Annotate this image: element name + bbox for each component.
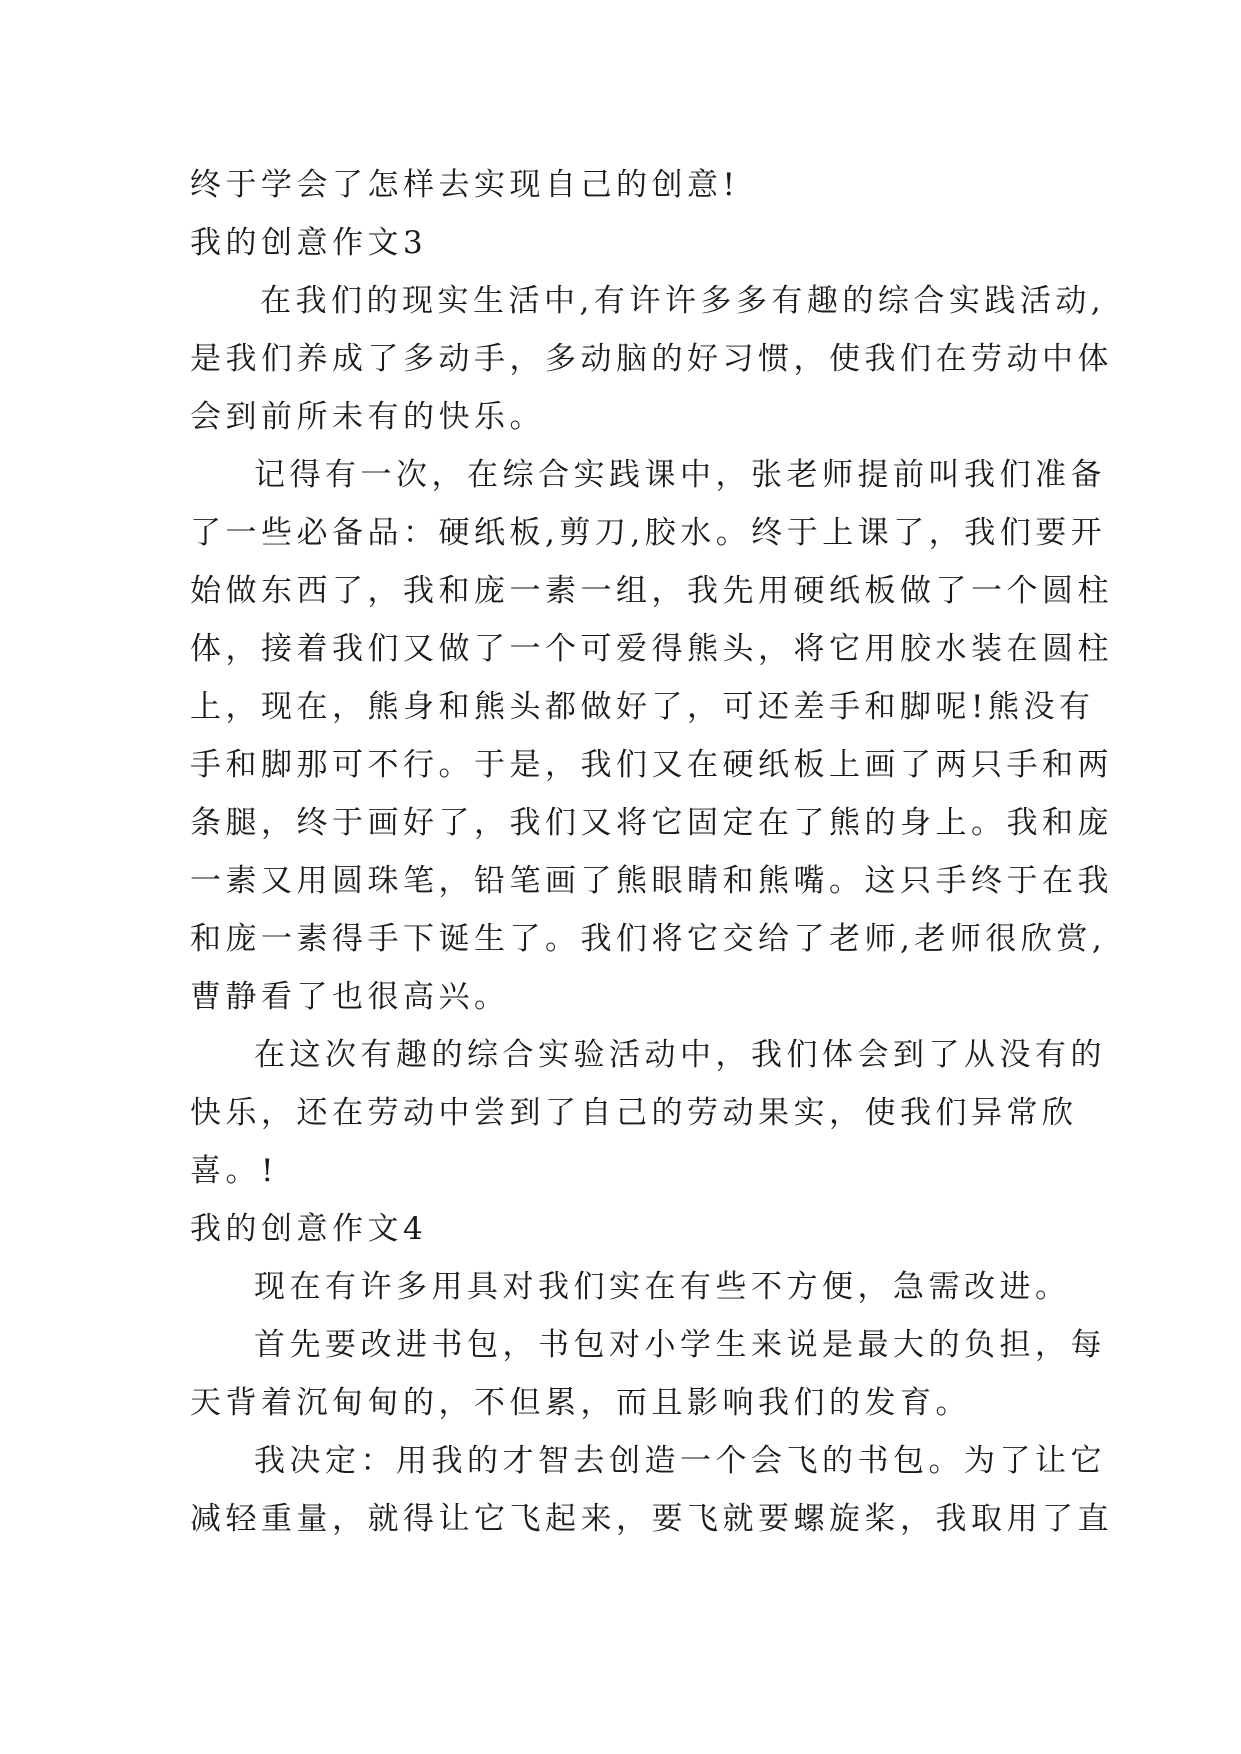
text-line: 手和脚那可不行。于是，我们又在硬纸板上画了两只手和两	[190, 747, 1113, 783]
section-heading: 我的创意作文4	[190, 1211, 428, 1247]
text-line: 是我们养成了多动手，多动脑的好习惯，使我们在劳动中体	[190, 341, 1113, 377]
text-line: 记得有一次，在综合实践课中，张老师提前叫我们准备	[254, 457, 1106, 493]
text-line: 快乐，还在劳动中尝到了自己的劳动果实，使我们异常欣	[190, 1095, 1078, 1131]
text-line: 曹静看了也很高兴。	[190, 979, 510, 1015]
text-line: 一素又用圆珠笔，铅笔画了熊眼睛和熊嘴。这只手终于在我	[190, 863, 1113, 899]
text-line: 上，现在，熊身和熊头都做好了，可还差手和脚呢!熊没有	[190, 689, 1095, 725]
text-line: 减轻重量，就得让它飞起来，要飞就要螺旋桨，我取用了直	[190, 1501, 1113, 1537]
text-line: 了一些必备品：硬纸板,剪刀,胶水。终于上课了，我们要开	[190, 515, 1107, 551]
text-line: 现在有许多用具对我们实在有些不方便，急需改进。	[254, 1269, 1071, 1305]
text-line: 会到前所未有的快乐。	[190, 399, 545, 435]
text-line: 天背着沉甸甸的，不但累，而且影响我们的发育。	[190, 1385, 971, 1421]
section-heading: 我的创意作文3	[190, 225, 428, 261]
text-line: 在我们的现实生活中,有许许多多有趣的综合实践活动,	[260, 283, 1106, 319]
text-line: 在这次有趣的综合实验活动中，我们体会到了从没有的	[254, 1037, 1106, 1073]
text-line: 首先要改进书包，书包对小学生来说是最大的负担，每	[254, 1327, 1106, 1363]
text-line: 体，接着我们又做了一个可爱得熊头，将它用胶水装在圆柱	[190, 631, 1113, 667]
text-line: 我决定：用我的才智去创造一个会飞的书包。为了让它	[254, 1443, 1106, 1479]
text-line: 终于学会了怎样去实现自己的创意!	[190, 167, 740, 203]
text-line: 喜。!	[190, 1153, 278, 1189]
text-line: 条腿，终于画好了，我们又将它固定在了熊的身上。我和庞	[190, 805, 1113, 841]
text-line: 和庞一素得手下诞生了。我们将它交给了老师,老师很欣赏,	[190, 921, 1107, 957]
text-line: 始做东西了，我和庞一素一组，我先用硬纸板做了一个圆柱	[190, 573, 1113, 609]
